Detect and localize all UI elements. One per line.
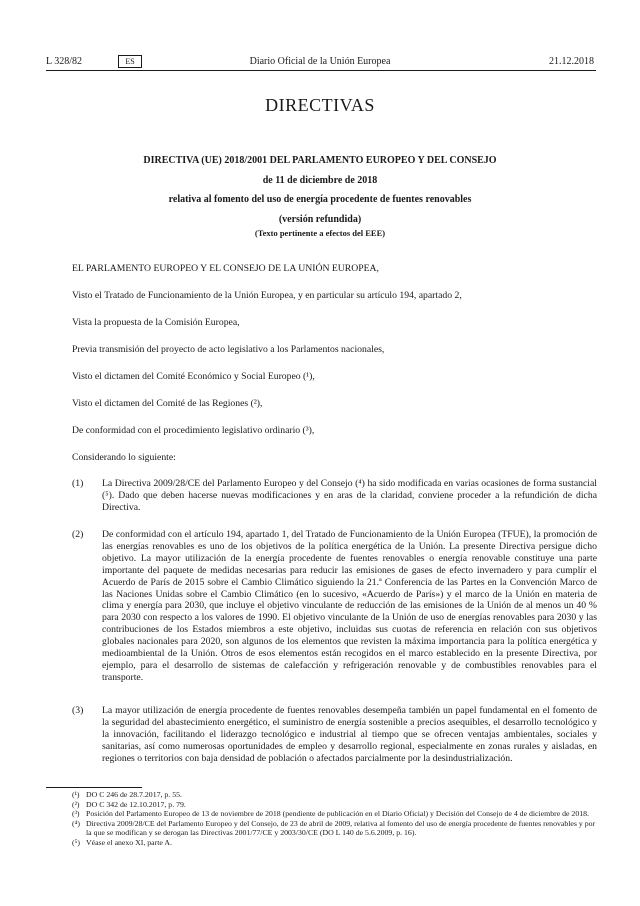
footnote <box>72 790 597 800</box>
recital-text: De conformidad con el artículo 194, apartado 1, del Tratado de Funcionamiento de la Unión Europea (TFUE), la promoción de las energías renovables es uno de los objetivos de la política energética de la Unión. La presente Directiva persigue dicho objetivo. La mayor utilización de la energía procedente de fuentes renovables o energía renovable constituye una parte importante del paquete de medidas necesarias para reducir las emisiones de gases de efecto invernadero y para cumplir el Acuerdo de París de 2015 sobre el Cambio Climático siguiendo la 21.ª Conferencia de las Partes en la Convención Marco de las Naciones Unidas sobre el Cambio Climático (en lo sucesivo, «Acuerdo de París») y el marco de la Unión en materia de clima y energía para 2030, que incluye el objetivo vinculante de reducción de las emisiones de la Unión de al menos un 40 % para 2030 con respecto a los valores de 1990. El objetivo vinculante de la Unión de uso de energías renovables para 2030 y las contribuciones de los Estados miembros a este objetivo, incluidas sus cuotas de referencia en relación con sus objetivos globales nacionales para 2020, son algunos de los elementos que revisten la máxima importancia para la política energética y medioambiental de la Unión. Otros de esos elementos están recogidos en el marco establecido en la presente Directiva, por ejemplo, para el desarrollo de sistemas de calefacción y refrigeración renovable y de combustibles renovables para el transporte. <box>102 529 597 683</box>
footnote-number: (²) <box>72 799 80 809</box>
directive-title <box>0 151 640 229</box>
footnote-rule <box>46 787 142 788</box>
footnote <box>72 800 597 810</box>
section-title: DIRECTIVAS <box>265 95 375 115</box>
directive-version: (versión refundida) <box>278 213 362 225</box>
preamble-line: Visto el dictamen del Comité de las Regiones (²), <box>72 398 263 409</box>
journal-title: Diario Oficial de la Unión Europea <box>249 56 391 67</box>
language-badge: ES <box>118 55 142 68</box>
footnote-number: (⁴) <box>72 818 80 828</box>
footnote-text: DO C 342 de 12.10.2017, p. 79. <box>86 799 186 809</box>
page-header <box>0 56 640 70</box>
footnote <box>72 838 597 848</box>
header-rule <box>46 70 596 71</box>
footnotes <box>72 790 597 848</box>
footnote-text: Véase el anexo XI, parte A. <box>86 837 172 847</box>
preamble-line: Previa transmisión del proyecto de acto legislativo a los Parlamentos nacionales, <box>72 344 385 355</box>
preamble-line: EL PARLAMENTO EUROPEO Y EL CONSEJO DE LA UNIÓN EUROPEA, <box>72 263 379 274</box>
directive-title-line: DIRECTIVA (UE) 2018/2001 DEL PARLAMENTO EUROPEO Y DEL CONSEJO <box>143 155 497 166</box>
footnote-number: (³) <box>72 809 80 819</box>
preamble-line: Visto el dictamen del Comité Económico y Social Europeo (¹), <box>72 371 315 382</box>
recital-text: La mayor utilización de energía procedente de fuentes renovables desempeña también un papel fundamental en el fomento de la seguridad del abastecimiento energético, el suministro de energía sostenible a precios asequibles, el desarrollo tecnológico y la innovación, facilitando el liderazgo tecnológico e industrial al tiempo que se ofrecen ventajas ambientales, sociales y sanitarias, así como numerosas oportunidades de empleo y desarrollo regional, especialmente en zonas rurales y aisladas, en regiones o territorios con baja densidad de población o afectados parcialmente por la desindustrialización. <box>102 705 597 764</box>
recital-number: (2) <box>72 529 84 540</box>
footnote-text: DO C 246 de 28.7.2017, p. 55. <box>86 790 182 799</box>
recital-text: La Directiva 2009/28/CE del Parlamento Europeo y del Consejo (⁴) ha sido modificada en varias ocasiones de forma sustancial (⁵). Dado que deben hacerse nuevas modificaciones y en aras de la claridad, conviene proceder a la refundición de dicha Directiva. <box>102 478 597 513</box>
preamble-line: Considerando lo siguiente: <box>72 452 176 463</box>
preamble-line: Visto el Tratado de Funcionamiento de la Unión Europea, y en particular su artículo 194, apartado 2, <box>72 290 462 301</box>
footnote-number: (¹) <box>72 790 80 799</box>
recital-number: (1) <box>72 478 84 489</box>
footnote <box>72 819 597 838</box>
footnote-number: (⁵) <box>72 837 80 847</box>
footnote-text: Posición del Parlamento Europeo de 13 de noviembre de 2018 (pendiente de publicación en el Diario Oficial) y Decisión del Consejo de 4 de diciembre de 2018. <box>86 809 589 819</box>
directive-date: de 11 de diciembre de 2018 <box>262 174 378 186</box>
directive-subject: relativa al fomento del uso de energía procedente de fuentes renovables <box>168 194 472 205</box>
footnote-text: Directiva 2009/28/CE del Parlamento Europeo y del Consejo, de 23 de abril de 2009, relativa al fomento del uso de energía procedente de fuentes renovables y por la que se modifican y se derogan las Directivas 2001/77/CE y 2003/30/CE (DO L 140 de 5.6.2009, p. 16). <box>86 818 596 838</box>
preamble-line: De conformidad con el procedimiento legislativo ordinario (³), <box>72 425 315 436</box>
page-reference: L 328/82 <box>46 56 83 67</box>
footnote <box>72 809 597 819</box>
recital-number: (3) <box>72 705 84 716</box>
preamble-line: Vista la propuesta de la Comisión Europea, <box>72 317 240 328</box>
publication-date: 21.12.2018 <box>549 56 594 67</box>
eee-note: (Texto pertinente a efectos del EEE) <box>254 228 386 238</box>
